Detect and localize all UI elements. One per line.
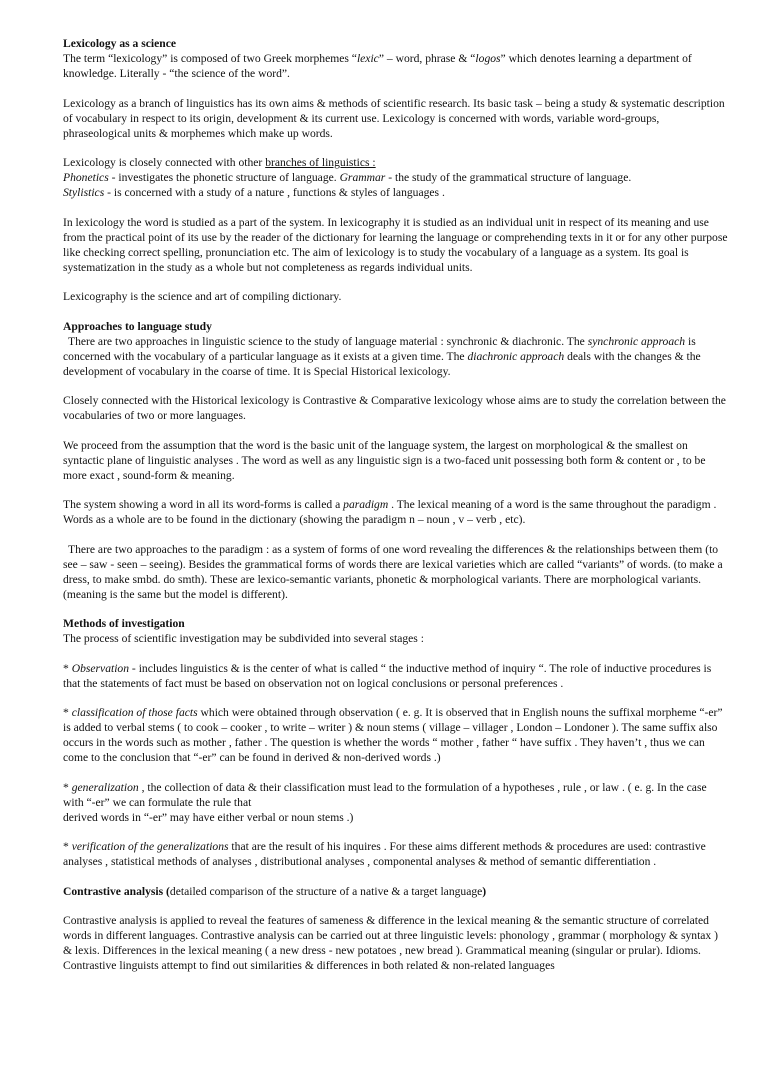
paragraph-paradigm-approaches bbox=[63, 542, 728, 602]
paragraph-lexicology-vs-lexicography: In lexicology the word is studied as a part of the system. In lexicography it is studied as an individual unit in respect of its meaning and use from the practical point of its use by the reader of the dictionary for learning the language or comprehending texts in it or for any other purpose like checking correct spelling, pronunciation etc. The aim of lexicology is to study the vocabulary of a language as a system. Its goal is systematization in the study as a whole but not completeness as regards individual units. bbox=[63, 215, 728, 274]
section-contrastive-analysis bbox=[63, 884, 728, 974]
term-logos: logos bbox=[475, 52, 501, 65]
text-run: that are the result of his inquires . For these aims different methods & procedures are used: contrastive analyses , statistical methods of analyses , distributional analyses , componental analyses & method of semantic differentiation . bbox=[63, 840, 706, 868]
bullet-star: * bbox=[63, 840, 72, 853]
text-run: , the collection of data & their classification must lead to the formulation of a hypotheses , rule , or law . ( e. g. In the case with “-er” we can formulate the rule that bbox=[63, 780, 707, 809]
term-observation: Observation bbox=[71, 661, 130, 675]
text-run: - is concerned with a study of a nature , functions & styles of languages . bbox=[104, 186, 445, 199]
text-run: ” which denotes learning a department of knowledge. Literally - “the science of the word”. bbox=[63, 52, 692, 80]
paragraph-generalization bbox=[63, 780, 728, 825]
term-phonetics: Phonetics bbox=[63, 171, 109, 184]
heading-contrastive-analysis bbox=[63, 884, 728, 899]
paragraph-word-basic-unit: We proceed from the assumption that the word is the basic unit of the language system, the largest on morphological & the smallest on syntactic plane of linguistic analyses . The word as well as any linguistic sign is a two-faced unit possessing both form & content or , to be more exact , sound-form & meaning. bbox=[63, 438, 706, 482]
paragraph-paradigm bbox=[63, 497, 728, 527]
paragraph-synchronic-diachronic bbox=[63, 334, 728, 379]
bullet-star: * bbox=[63, 706, 72, 719]
paragraph-observation bbox=[63, 661, 728, 691]
text-run: There are two approaches in linguistic science to the study of language material : synchronic & diachronic. The bbox=[68, 334, 588, 348]
term-classification: classification of those facts bbox=[71, 706, 198, 719]
term-paradigm: paradigm bbox=[343, 498, 389, 511]
heading-approaches: Approaches to language study bbox=[63, 319, 212, 333]
branches-underlined: branches of linguistics : bbox=[265, 156, 376, 169]
paragraph-methods-intro: The process of scientific investigation may be subdivided into several stages : bbox=[63, 632, 424, 645]
heading-close-paren: ) bbox=[482, 884, 487, 898]
text-run: ” – word, phrase & “ bbox=[378, 52, 476, 65]
paragraph-contrastive-linguists: Contrastive linguists attempt to find out similarities & differences in both related & non-related languages bbox=[63, 959, 555, 972]
term-grammar: Grammar bbox=[339, 171, 386, 184]
term-diachronic-approach: diachronic approach bbox=[467, 349, 565, 363]
paragraph-contrastive-applied: Contrastive analysis is applied to reveal the features of sameness & difference in the lexical meaning & the semantic structure of correlated words in different languages. Contrastive analysis can be carried out at three linguistic levels: phonology , grammar ( morphology & syntax ) & lexis. Differences in the lexical meaning ( a new dress - new potatoes , new bread ). Grammatical meaning (singular or prular). Idioms. bbox=[63, 914, 718, 957]
heading-methods: Methods of investigation bbox=[63, 617, 185, 630]
bullet-star: * bbox=[63, 780, 72, 794]
bullet-star: * bbox=[63, 661, 72, 675]
term-lexic: lexic bbox=[356, 52, 379, 65]
paragraph-branch-of-linguistics: Lexicology as a branch of linguistics has its own aims & methods of scientific research. Its basic task – being a study & systematic description of vocabulary in respect to its origin, development & its current use. Lexicology is concerned with words, variable word-groups, phraseological units & morphemes which make up words. bbox=[63, 96, 725, 140]
text-run: which were obtained through observation ( e. g. It is observed that in English nouns the suffixal morpheme “-er” is added to verbal stems ( to cook – cooker , to write – writer ) & noun stems ( village – villager , London – Londoner ). The same suffix also occurs in the words such as mother , father . The question is whether the words “ mother , father “ have suffix . They haven’t , thus we can come to the conclusion that “-er” can be found in derived & non-derived words .) bbox=[63, 706, 723, 764]
text-run: is concerned with the vocabulary of a particular language as it exists at a given time. The bbox=[63, 334, 696, 363]
section-lexicology bbox=[63, 36, 728, 304]
term-synchronic-approach: synchronic approach bbox=[587, 334, 686, 348]
heading-bold-part: Contrastive analysis ( bbox=[63, 884, 170, 898]
heading-normal-part: detailed comparison of the structure of a native & a target language bbox=[169, 884, 483, 898]
paragraph-lexicography-definition: Lexicography is the science and art of compiling dictionary. bbox=[63, 290, 342, 303]
text-run: derived words in “-er” may have either verbal or noun stems .) bbox=[63, 810, 354, 824]
section-approaches bbox=[63, 319, 728, 602]
paragraph-branches bbox=[63, 155, 728, 200]
paragraph-term-definition bbox=[63, 51, 728, 81]
text-run: The term “lexicology” is composed of two Greek morphemes “ bbox=[63, 52, 357, 65]
text-run: There are two approaches to the paradigm : as a system of forms of one word revealing the differences & the relationships between them (to see – saw - seen – seeing). Besides the grammatical forms of words there are lexical varieties which are called “variants” of words. (to make a dress, to make smbd. do smth). These are lexico-semantic variants, phonetic & morphological variants. There are morphological variants. (meaning is the same but the model is different). bbox=[63, 542, 723, 601]
text-run: - includes linguistics & is the center of what is called “ the inductive method of inquiry “. The role of inductive procedures is that the statements of fact must be based on observation not on logical conclusions or personal preferences . bbox=[63, 661, 712, 690]
text-run: - the study of the grammatical structure of language. bbox=[385, 171, 632, 184]
text-run: - investigates the phonetic structure of language. bbox=[108, 171, 340, 184]
term-stylistics: Stylistics bbox=[63, 186, 105, 199]
term-generalization: generalization bbox=[71, 780, 139, 794]
term-verification: verification of the generalizations bbox=[71, 840, 229, 853]
text-run: deals with the changes & the development of vocabulary in the coarse of time. It is Special Historical lexicology. bbox=[63, 349, 701, 378]
text-run: . The lexical meaning of a word is the same throughout the paradigm . Words as a whole are to be found in the dictionary (showing the paradigm n – noun , v – verb , etc). bbox=[63, 498, 717, 526]
heading-lexicology-as-science: Lexicology as a science bbox=[63, 37, 177, 50]
paragraph-contrastive-comparative: Closely connected with the Historical lexicology is Contrastive & Comparative lexicology whose aims are to study the correlation between the vocabularies of two or more languages. bbox=[63, 394, 726, 422]
text-run: The system showing a word in all its word-forms is called a bbox=[63, 498, 344, 511]
text-run: Lexicology is closely connected with other bbox=[63, 156, 266, 169]
section-methods bbox=[63, 616, 728, 869]
paragraph-classification bbox=[63, 705, 728, 765]
paragraph-verification bbox=[63, 839, 728, 869]
